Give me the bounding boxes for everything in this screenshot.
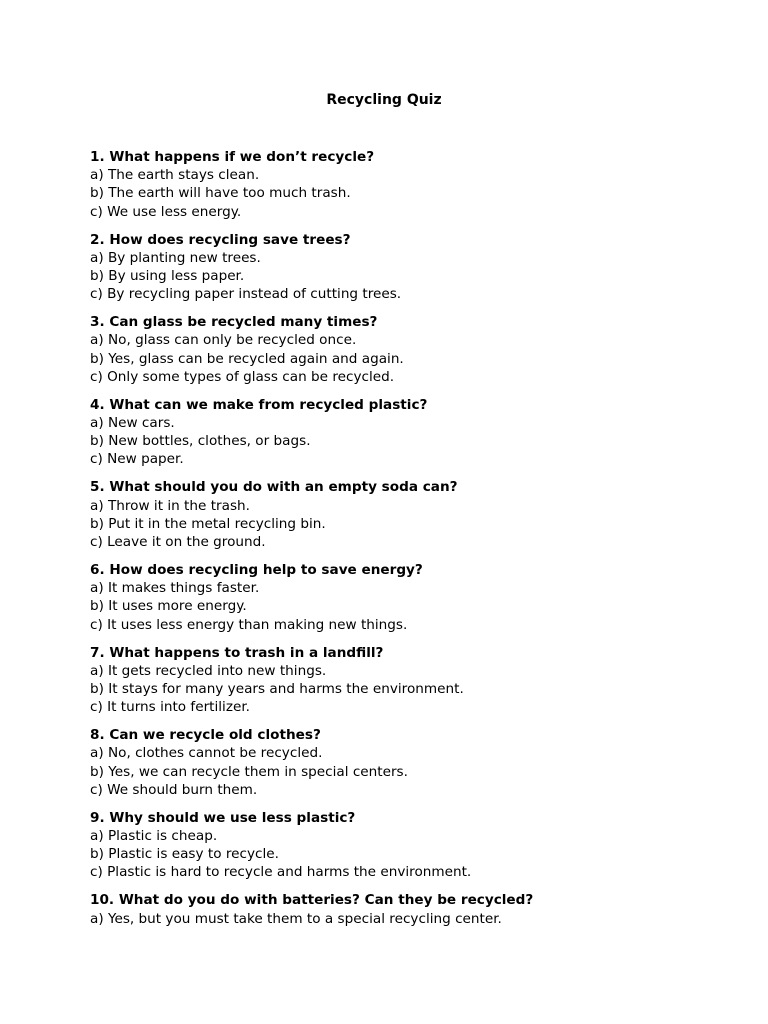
question-text: 2. How does recycling save trees? [90, 231, 351, 248]
answer-option: b) New bottles, clothes, or bags. [90, 433, 311, 450]
question-block [90, 891, 730, 927]
answer-option: b) By using less paper. [90, 268, 245, 285]
answer-option: c) Leave it on the ground. [90, 534, 266, 551]
question-block [90, 313, 730, 386]
answer-option: a) It makes things faster. [90, 580, 260, 597]
question-block [90, 478, 730, 551]
answer-option: a) No, glass can only be recycled once. [90, 332, 357, 349]
answer-option: b) It uses more energy. [90, 598, 247, 615]
question-block [90, 561, 730, 634]
question-text: 10. What do you do with batteries? Can they be recycled? [90, 892, 534, 909]
question-text: 3. Can glass be recycled many times? [90, 314, 378, 331]
answer-option: a) Throw it in the trash. [90, 497, 250, 514]
question-block [90, 231, 730, 304]
answer-option: b) Yes, glass can be recycled again and again. [90, 350, 404, 367]
answer-option: b) The earth will have too much trash. [90, 185, 351, 202]
question-text: 7. What happens to trash in a landfill? [90, 644, 384, 661]
answer-option: c) New paper. [90, 451, 184, 468]
question-text: 8. Can we recycle old clothes? [90, 727, 321, 744]
answer-option: a) By planting new trees. [90, 249, 261, 266]
question-text: 6. How does recycling help to save energy? [90, 562, 423, 579]
answer-option: c) Only some types of glass can be recycled. [90, 368, 395, 385]
answer-option: c) By recycling paper instead of cutting trees. [90, 286, 402, 303]
answer-option: c) It turns into fertilizer. [90, 699, 250, 716]
question-block [90, 396, 730, 469]
answer-option: b) Yes, we can recycle them in special centers. [90, 763, 408, 780]
answer-option: c) Plastic is hard to recycle and harms the environment. [90, 864, 472, 881]
answer-option: c) We use less energy. [90, 203, 242, 220]
answer-option: a) It gets recycled into new things. [90, 662, 327, 679]
answer-option: c) It uses less energy than making new things. [90, 616, 408, 633]
question-block [90, 148, 730, 221]
page-title: Recycling Quiz [326, 92, 442, 108]
question-text: 4. What can we make from recycled plastic? [90, 396, 428, 413]
question-block [90, 809, 730, 882]
answer-option: a) The earth stays clean. [90, 167, 260, 184]
answer-option: a) No, clothes cannot be recycled. [90, 745, 323, 762]
question-block [90, 726, 730, 799]
answer-option: b) Plastic is easy to recycle. [90, 846, 279, 863]
question-text: 5. What should you do with an empty soda can? [90, 479, 458, 496]
question-text: 1. What happens if we don’t recycle? [90, 149, 375, 165]
answer-option: a) Yes, but you must take them to a special recycling center. [90, 910, 502, 927]
answer-option: b) It stays for many years and harms the environment. [90, 681, 464, 698]
answer-option: b) Put it in the metal recycling bin. [90, 515, 326, 532]
question-list [90, 148, 730, 938]
question-block [90, 644, 730, 717]
answer-option: a) New cars. [90, 415, 175, 432]
question-text: 9. Why should we use less plastic? [90, 809, 356, 826]
answer-option: a) Plastic is cheap. [90, 828, 218, 845]
answer-option: c) We should burn them. [90, 781, 258, 798]
